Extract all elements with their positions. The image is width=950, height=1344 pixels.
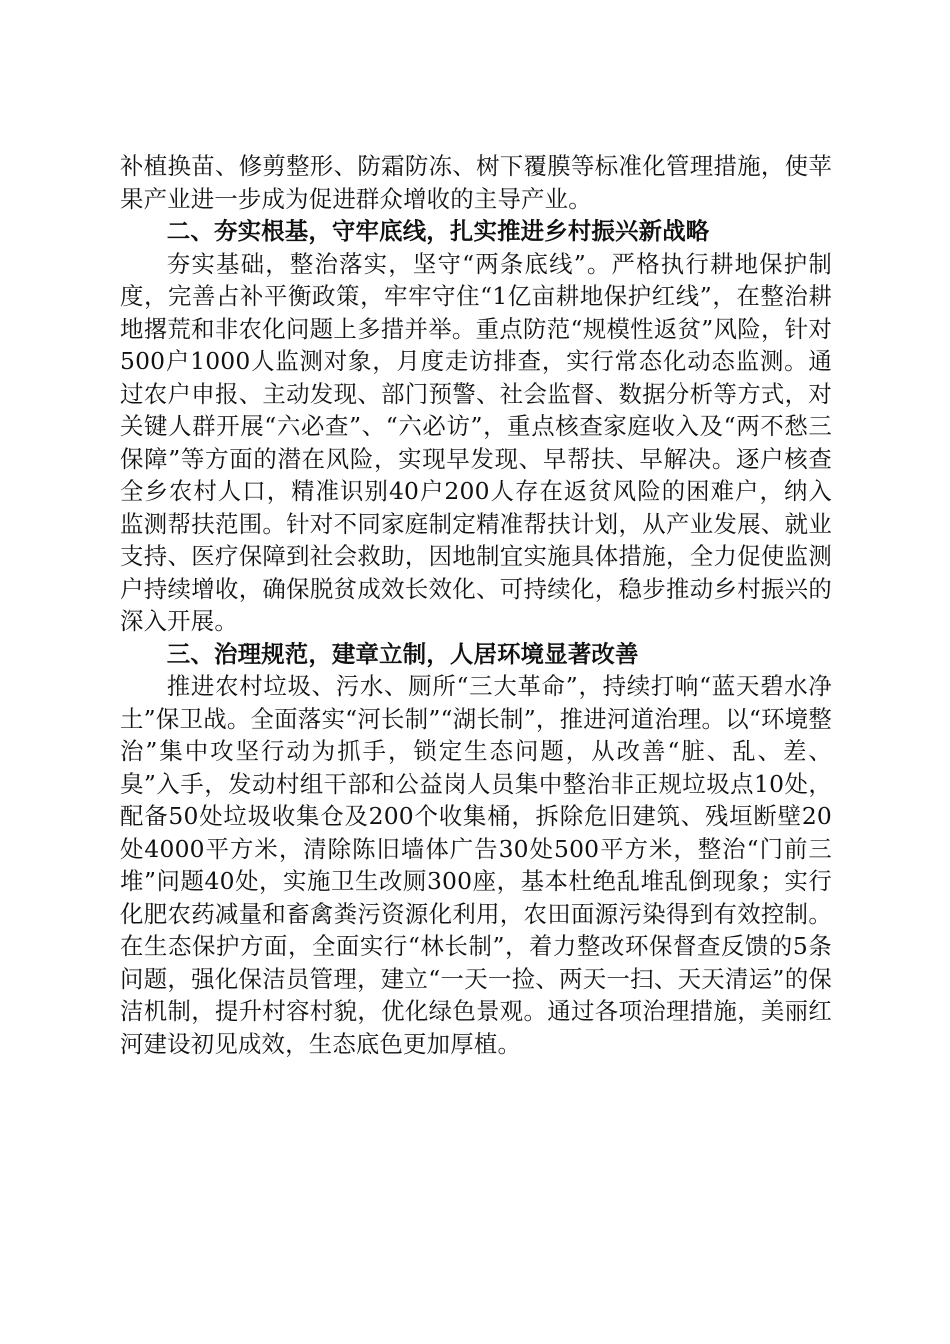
section-heading-three: 三、治理规范，建章立制，人居环境显著改善 bbox=[166, 639, 639, 668]
document-page bbox=[120, 150, 832, 1060]
section-heading-two: 二、夯实根基，守牢底线，扎实推进乡村振兴新战略 bbox=[166, 217, 710, 245]
body-paragraph-section-two: 夯实基础，整治落实，坚守“两条底线”。严格执行耕地保护制度，完善占补平衡政策，牢牢守住“1亿亩耕地保护红线”，在整治耕地撂荒和非农化问题上多措并举。重点防范“规模性返贫”风险，针对500户1000人监测对象，月度走访排查，实行常态化动态监测。通过农户申报、主动发现、部门预警、社会监督、数据分析等方式，对关键人群开展“六必查”、“六必访”，重点核查家庭收入及“两不愁三保障”等方面的潜在风险，实现早发现、早帮扶、早解决。逐户核查全乡农村人口，精准识别40户200人存在返贫风险的困难户，纳入监测帮扶范围。针对不同家庭制定精准帮扶计划，从产业发展、就业支持、医疗保障到社会救助，因地制宜实施具体措施，全力促使监测户持续增收，确保脱贫成效长效化、可持续化，稳步推动乡村振兴的深入开展。 bbox=[120, 249, 832, 635]
body-paragraph-section-three: 推进农村垃圾、污水、厕所“三大革命”，持续打响“蓝天碧水净土”保卫战。全面落实“河长制”“湖长制”，推进河道治理。以“环境整治”集中攻坚行动为抓手，锁定生态问题，从改善“脏、乱、差、臭”入手，发动村组干部和公益岗人员集中整治非正规垃圾点10处，配备50处垃圾收集仓及200个收集桶，拆除危旧建筑、残垣断壁20处4000平方米，清除陈旧墙体广告30处500平方米，整治“门前三堆”问题40处，实施卫生改厕300座，基本杜绝乱堆乱倒现象；实行化肥农药减量和畜禽粪污资源化利用，农田面源污染得到有效控制。在生态保护方面，全面实行“林长制”，着力整改环保督查反馈的5条问题，强化保洁员管理，建立“一天一捡、两天一扫、天天清运”的保洁机制，提升村容村貌，优化绿色景观。通过各项治理措施，美丽红河建设初见成效，生态底色更加厚植。 bbox=[120, 672, 832, 1058]
body-paragraph-continued: 补植换苗、修剪整形、防霜防冻、树下覆膜等标准化管理措施，使苹果产业进一步成为促进群众增收的主导产业。 bbox=[120, 152, 832, 213]
